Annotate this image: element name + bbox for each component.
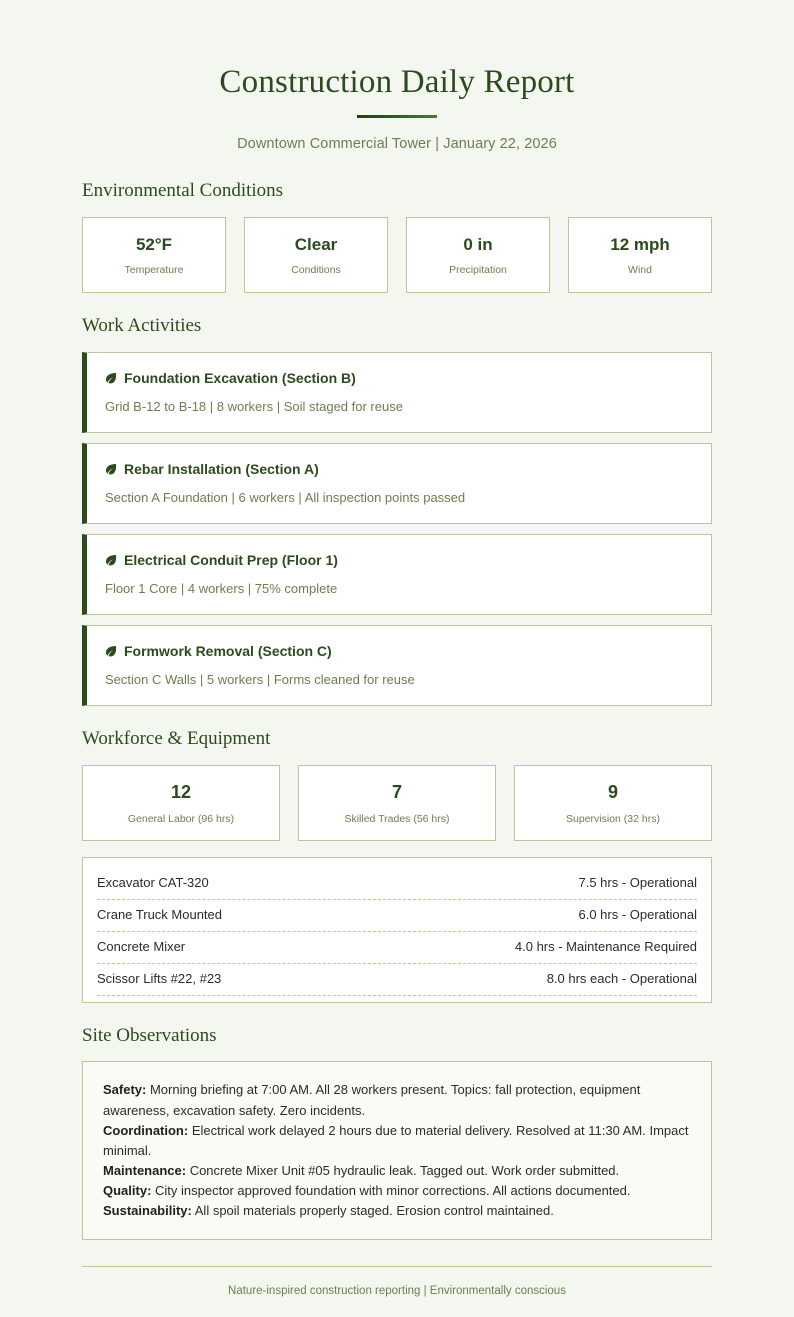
observation-entry [103, 1121, 691, 1161]
activity-card [82, 625, 712, 706]
equipment-list [82, 857, 712, 1003]
activity-title: Rebar Installation (Section A) [124, 460, 319, 477]
site-observations-section [82, 1025, 712, 1241]
equipment-status: 8.0 hrs each - Operational [546, 970, 697, 986]
section-heading-environmental: Environmental Conditions [82, 180, 284, 202]
equipment-row [97, 932, 697, 964]
weather-card-conditions [244, 217, 388, 293]
leaf-icon [105, 645, 117, 657]
observation-entry [103, 1181, 691, 1201]
equipment-status: 7.5 hrs - Operational [578, 875, 697, 891]
leaf-icon [105, 554, 117, 566]
activity-card [82, 443, 712, 524]
equipment-row [97, 964, 697, 996]
page-title: Construction Daily Report [219, 64, 575, 100]
weather-label: Conditions [291, 264, 341, 277]
footer-text: Nature-inspired construction reporting | Environmentally conscious [228, 1285, 566, 1298]
equipment-name: Excavator CAT-320 [97, 875, 209, 891]
weather-value: 12 mph [610, 235, 670, 255]
observation-entry [103, 1201, 691, 1221]
workforce-card-supervision [514, 765, 712, 841]
observation-label: Safety: [103, 1082, 147, 1098]
workforce-label: Skilled Trades (56 hrs) [344, 812, 450, 825]
section-heading-work-activities: Work Activities [82, 315, 202, 337]
activity-title-row [105, 642, 693, 660]
workforce-label: General Labor (96 hrs) [127, 812, 235, 825]
activity-list [82, 352, 712, 706]
workforce-label: Supervision (32 hrs) [566, 812, 660, 825]
title-divider [357, 115, 437, 118]
weather-card-precipitation [406, 217, 550, 293]
weather-card-wind [568, 217, 712, 293]
environmental-conditions-section [82, 180, 712, 293]
leaf-icon [105, 463, 117, 475]
section-heading-observations: Site Observations [82, 1024, 217, 1046]
weather-card-row [82, 217, 712, 293]
work-activities-section [82, 315, 712, 706]
activity-detail: Floor 1 Core | 4 workers | 75% complete [105, 581, 338, 597]
activity-detail: Grid B-12 to B-18 | 8 workers | Soil staged for reuse [105, 399, 403, 415]
observation-text: All spoil materials properly staged. Erosion control maintained. [191, 1203, 554, 1219]
equipment-row [97, 868, 697, 900]
weather-label: Wind [628, 264, 652, 277]
observation-label: Maintenance: [103, 1163, 187, 1179]
equipment-status: 4.0 hrs - Maintenance Required [514, 938, 697, 954]
observation-text: City inspector approved foundation with minor corrections. All actions documented. [151, 1183, 631, 1199]
equipment-name: Concrete Mixer [97, 938, 186, 954]
workforce-card-general-labor [82, 765, 280, 841]
workforce-card-skilled-trades [298, 765, 496, 841]
observations-box [82, 1061, 712, 1240]
observation-text: Electrical work delayed 2 hours due to material delivery. Resolved at 11:30 AM. Impact minimal. [103, 1122, 689, 1158]
workforce-value: 9 [607, 781, 618, 802]
activity-title: Formwork Removal (Section C) [124, 643, 332, 660]
weather-card-temperature [82, 217, 226, 293]
observation-label: Sustainability: [103, 1203, 192, 1219]
observation-entry [103, 1080, 691, 1120]
leaf-icon [105, 372, 117, 384]
workforce-value: 7 [391, 781, 402, 802]
activity-title-row [105, 369, 693, 387]
report-header [82, 62, 712, 152]
equipment-status: 6.0 hrs - Operational [578, 907, 697, 923]
workforce-equipment-section [82, 728, 712, 1003]
weather-label: Precipitation [449, 264, 507, 277]
activity-title: Foundation Excavation (Section B) [124, 369, 356, 386]
observation-label: Coordination: [103, 1122, 189, 1138]
weather-label: Temperature [124, 264, 184, 277]
report-footer [82, 1266, 712, 1297]
workforce-value: 12 [170, 781, 192, 802]
activity-title-row [105, 551, 693, 569]
observation-entry [103, 1161, 691, 1181]
weather-value: Clear [294, 235, 338, 255]
observation-text: Morning briefing at 7:00 AM. All 28 workers present. Topics: fall protection, equipment awareness, excavation safety. Zero incidents. [103, 1082, 641, 1118]
weather-value: 0 in [463, 235, 493, 255]
equipment-name: Scissor Lifts #22, #23 [97, 970, 222, 986]
weather-value: 52°F [135, 235, 173, 255]
report-subtitle: Downtown Commercial Tower | January 22, 2026 [237, 136, 557, 153]
section-heading-workforce: Workforce & Equipment [82, 728, 271, 750]
workforce-card-row [82, 765, 712, 841]
activity-title: Electrical Conduit Prep (Floor 1) [124, 551, 338, 568]
observation-text: Concrete Mixer Unit #05 hydraulic leak. Tagged out. Work order submitted. [186, 1163, 620, 1179]
observation-label: Quality: [103, 1183, 152, 1199]
equipment-row [97, 900, 697, 932]
activity-title-row [105, 460, 693, 478]
equipment-name: Crane Truck Mounted [97, 907, 223, 923]
activity-detail: Section C Walls | 5 workers | Forms cleaned for reuse [105, 672, 415, 688]
activity-card [82, 534, 712, 615]
activity-card [82, 352, 712, 433]
activity-detail: Section A Foundation | 6 workers | All inspection points passed [105, 490, 466, 506]
